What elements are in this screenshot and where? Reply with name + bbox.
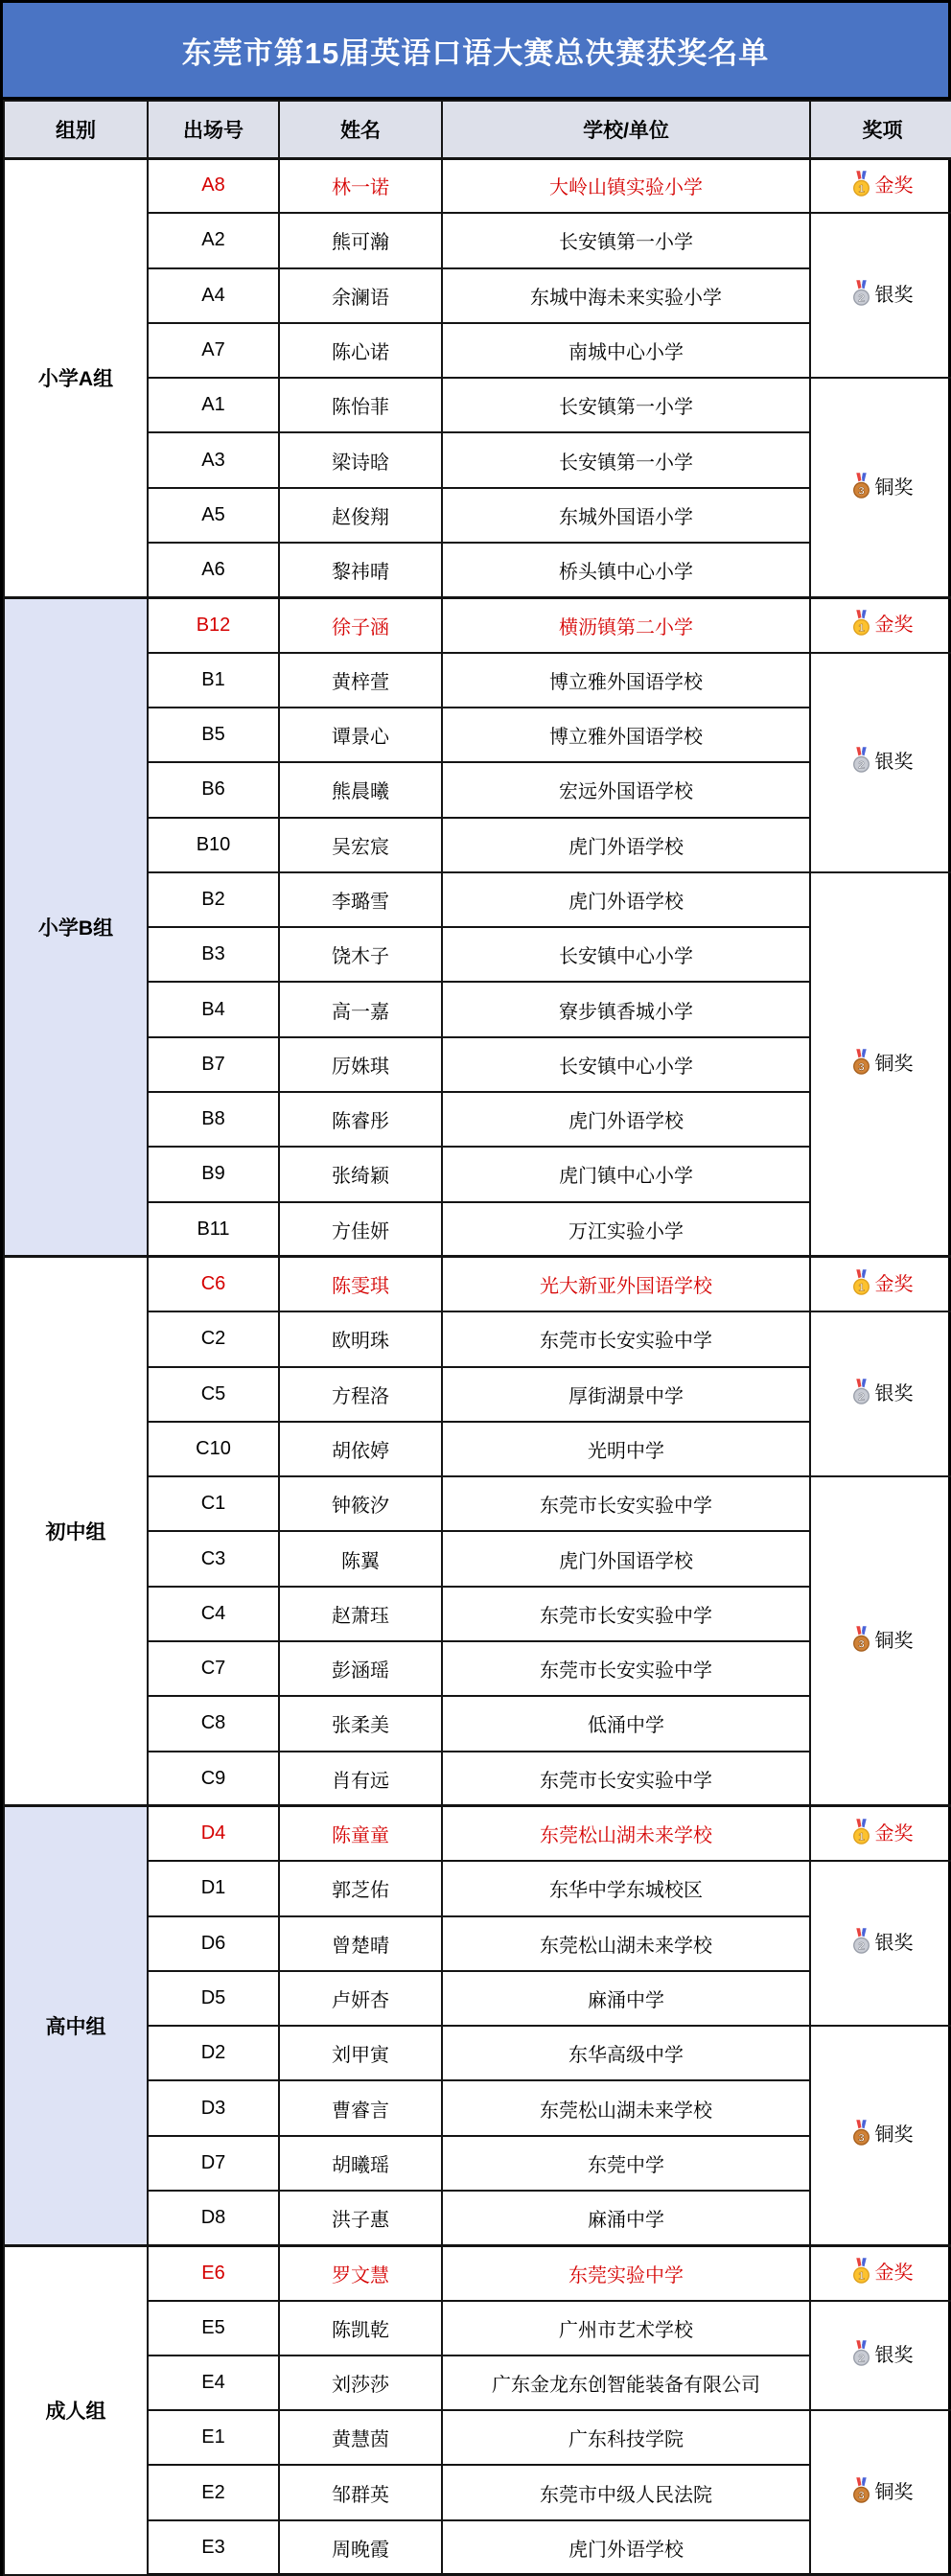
svg-text:3: 3 — [857, 1061, 865, 1074]
award-label: 铜奖 — [874, 2124, 914, 2147]
school-cell: 南城中心小学 — [442, 323, 810, 378]
award-label: 金奖 — [874, 2263, 914, 2285]
name-cell: 余澜语 — [279, 268, 442, 323]
name-cell: 林一诺 — [279, 158, 442, 213]
svg-text:3: 3 — [857, 1638, 865, 1651]
svg-text:1: 1 — [857, 183, 865, 196]
school-cell: 虎门外国语学校 — [442, 1531, 810, 1586]
name-cell: 梁诗晗 — [279, 432, 442, 487]
group-cell: 小学B组 — [4, 597, 148, 1257]
name-cell: 饶木子 — [279, 927, 442, 982]
silver-medal-icon — [852, 2340, 870, 2366]
name-cell: 洪子惠 — [279, 2191, 442, 2245]
school-cell: 长安镇中心小学 — [442, 1037, 810, 1092]
school-cell: 麻涌中学 — [442, 2191, 810, 2245]
award-label: 银奖 — [874, 1383, 914, 1405]
entry-number-cell: B9 — [148, 1147, 279, 1201]
award-table — [3, 100, 951, 2576]
name-cell: 胡曦瑶 — [279, 2136, 442, 2191]
entry-number-cell: D1 — [148, 1861, 279, 1915]
entry-number-cell: C6 — [148, 1257, 279, 1311]
svg-text:3: 3 — [857, 2490, 865, 2502]
award-cell — [810, 2410, 951, 2575]
name-cell: 高一嘉 — [279, 982, 442, 1036]
school-cell: 东莞实验中学 — [442, 2245, 810, 2300]
bronze-medal-icon — [852, 1626, 870, 1652]
group-cell: 小学A组 — [4, 158, 148, 597]
entry-number-cell: D2 — [148, 2026, 279, 2080]
school-cell: 长安镇第一小学 — [442, 432, 810, 487]
name-cell: 吴宏宸 — [279, 818, 442, 872]
entry-number-cell: B11 — [148, 1202, 279, 1257]
school-cell: 东莞市长安实验中学 — [442, 1476, 810, 1531]
school-cell: 东城外国语小学 — [442, 488, 810, 543]
award-label: 铜奖 — [874, 1054, 914, 1076]
silver-medal-icon — [852, 280, 870, 306]
silver-medal-icon — [852, 1928, 870, 1954]
award-cell — [810, 1806, 951, 1861]
name-cell: 陈凯乾 — [279, 2301, 442, 2356]
group-cell: 成人组 — [4, 2245, 148, 2575]
entry-number-cell: C5 — [148, 1367, 279, 1422]
name-cell: 厉姝琪 — [279, 1037, 442, 1092]
name-cell: 黎祎晴 — [279, 543, 442, 597]
school-cell: 宏远外国语学校 — [442, 762, 810, 817]
entry-number-cell: D6 — [148, 1916, 279, 1971]
award-cell — [810, 2245, 951, 2300]
award-label: 银奖 — [874, 752, 914, 774]
bronze-medal-icon — [852, 1049, 870, 1075]
school-cell: 东莞中学 — [442, 2136, 810, 2191]
school-cell: 万江实验小学 — [442, 1202, 810, 1257]
table-header-row — [4, 101, 951, 158]
svg-text:1: 1 — [857, 1282, 865, 1294]
name-cell: 黄梓萱 — [279, 653, 442, 708]
gold-medal-icon — [852, 1819, 870, 1845]
school-cell: 虎门外语学校 — [442, 818, 810, 872]
name-cell: 张绮颖 — [279, 1147, 442, 1201]
name-cell: 曹睿言 — [279, 2080, 442, 2135]
column-header-name: 姓名 — [279, 101, 442, 158]
school-cell: 虎门外语学校 — [442, 872, 810, 927]
entry-number-cell: A2 — [148, 213, 279, 267]
name-cell: 钟筱汐 — [279, 1476, 442, 1531]
award-label: 铜奖 — [874, 2482, 914, 2504]
school-cell: 麻涌中学 — [442, 1971, 810, 2026]
name-cell: 徐子涵 — [279, 597, 442, 652]
school-cell: 广东科技学院 — [442, 2410, 810, 2465]
entry-number-cell: B6 — [148, 762, 279, 817]
name-cell: 刘莎莎 — [279, 2356, 442, 2410]
school-cell: 长安镇中心小学 — [442, 927, 810, 982]
school-cell: 虎门外语学校 — [442, 2520, 810, 2575]
award-cell — [810, 1476, 951, 1806]
school-cell: 寮步镇香城小学 — [442, 982, 810, 1036]
entry-number-cell: B2 — [148, 872, 279, 927]
entry-number-cell: E6 — [148, 2245, 279, 2300]
entry-number-cell: B4 — [148, 982, 279, 1036]
name-cell: 陈睿彤 — [279, 1092, 442, 1147]
award-cell — [810, 1311, 951, 1476]
entry-number-cell: A5 — [148, 488, 279, 543]
gold-medal-icon — [852, 171, 870, 197]
entry-number-cell: E2 — [148, 2465, 279, 2519]
award-label: 金奖 — [874, 1273, 914, 1295]
entry-number-cell: E3 — [148, 2520, 279, 2575]
school-cell: 东莞市中级人民法院 — [442, 2465, 810, 2519]
entry-number-cell: A1 — [148, 378, 279, 432]
award-cell — [810, 1861, 951, 2026]
award-cell — [810, 1257, 951, 1311]
name-cell: 曾楚晴 — [279, 1916, 442, 1971]
entry-number-cell: E1 — [148, 2410, 279, 2465]
entry-number-cell: C2 — [148, 1311, 279, 1366]
school-cell: 东莞松山湖未来学校 — [442, 2080, 810, 2135]
svg-text:2: 2 — [857, 292, 865, 305]
award-label: 金奖 — [874, 1822, 914, 1845]
column-header-group: 组别 — [4, 101, 148, 158]
entry-number-cell: E4 — [148, 2356, 279, 2410]
award-cell — [810, 378, 951, 597]
entry-number-cell: B8 — [148, 1092, 279, 1147]
table-body — [4, 158, 951, 2575]
name-cell: 陈雯琪 — [279, 1257, 442, 1311]
gold-medal-icon — [852, 2258, 870, 2284]
school-cell: 长安镇第一小学 — [442, 213, 810, 267]
entry-number-cell: A4 — [148, 268, 279, 323]
name-cell: 陈翼 — [279, 1531, 442, 1586]
entry-number-cell: B7 — [148, 1037, 279, 1092]
entry-number-cell: D3 — [148, 2080, 279, 2135]
name-cell: 周晚霞 — [279, 2520, 442, 2575]
name-cell: 赵萧珏 — [279, 1587, 442, 1641]
name-cell: 熊可瀚 — [279, 213, 442, 267]
award-cell — [810, 2026, 951, 2245]
entry-number-cell: A8 — [148, 158, 279, 213]
entry-number-cell: D5 — [148, 1971, 279, 2026]
award-cell — [810, 2301, 951, 2411]
name-cell: 熊晨曦 — [279, 762, 442, 817]
silver-medal-icon — [852, 747, 870, 773]
table-row — [4, 1257, 951, 1311]
name-cell: 谭景心 — [279, 708, 442, 762]
table-row — [4, 2245, 951, 2300]
entry-number-cell: C9 — [148, 1752, 279, 1806]
entry-number-cell: E5 — [148, 2301, 279, 2356]
school-cell: 低涌中学 — [442, 1696, 810, 1751]
table-row — [4, 597, 951, 652]
name-cell: 陈童童 — [279, 1806, 442, 1861]
school-cell: 东莞市长安实验中学 — [442, 1587, 810, 1641]
entry-number-cell: A7 — [148, 323, 279, 378]
school-cell: 虎门镇中心小学 — [442, 1147, 810, 1201]
svg-text:3: 3 — [857, 2132, 865, 2145]
table-row — [4, 1806, 951, 1861]
group-cell: 高中组 — [4, 1806, 148, 2245]
entry-number-cell: A6 — [148, 543, 279, 597]
award-label: 金奖 — [874, 174, 914, 197]
name-cell: 肖有远 — [279, 1752, 442, 1806]
name-cell: 罗文慧 — [279, 2245, 442, 2300]
column-header-school: 学校/单位 — [442, 101, 810, 158]
svg-text:1: 1 — [857, 622, 865, 635]
award-label: 铜奖 — [874, 1630, 914, 1652]
school-cell: 长安镇第一小学 — [442, 378, 810, 432]
svg-text:2: 2 — [857, 1391, 865, 1404]
school-cell: 广东金龙东创智能装备有限公司 — [442, 2356, 810, 2410]
name-cell: 刘甲寅 — [279, 2026, 442, 2080]
award-label: 铜奖 — [874, 476, 914, 499]
school-cell: 东莞市长安实验中学 — [442, 1311, 810, 1366]
column-header-entry-number: 出场号 — [148, 101, 279, 158]
bronze-medal-icon — [852, 473, 870, 499]
school-cell: 东莞市长安实验中学 — [442, 1752, 810, 1806]
award-label: 银奖 — [874, 2344, 914, 2366]
school-cell: 虎门外语学校 — [442, 1092, 810, 1147]
name-cell: 胡依婷 — [279, 1422, 442, 1476]
bronze-medal-icon — [852, 2120, 870, 2146]
award-cell — [810, 872, 951, 1257]
entry-number-cell: D8 — [148, 2191, 279, 2245]
name-cell: 卢妍杏 — [279, 1971, 442, 2026]
gold-medal-icon — [852, 610, 870, 636]
entry-number-cell: B5 — [148, 708, 279, 762]
entry-number-cell: C3 — [148, 1531, 279, 1586]
gold-medal-icon — [852, 1269, 870, 1295]
award-label: 银奖 — [874, 285, 914, 307]
name-cell: 郭芝佑 — [279, 1861, 442, 1915]
name-cell: 黄慧茵 — [279, 2410, 442, 2465]
entry-number-cell: B12 — [148, 597, 279, 652]
entry-number-cell: B1 — [148, 653, 279, 708]
award-cell — [810, 653, 951, 872]
name-cell: 张柔美 — [279, 1696, 442, 1751]
school-cell: 东莞松山湖未来学校 — [442, 1916, 810, 1971]
entry-number-cell: C1 — [148, 1476, 279, 1531]
name-cell: 李璐雪 — [279, 872, 442, 927]
entry-number-cell: D4 — [148, 1806, 279, 1861]
award-cell — [810, 158, 951, 213]
name-cell: 陈心诺 — [279, 323, 442, 378]
school-cell: 东城中海未来实验小学 — [442, 268, 810, 323]
bronze-medal-icon — [852, 2477, 870, 2503]
school-cell: 光大新亚外国语学校 — [442, 1257, 810, 1311]
silver-medal-icon — [852, 1379, 870, 1404]
table-title: 东莞市第15届英语口语大赛总决赛获奖名单 — [3, 3, 948, 100]
svg-text:2: 2 — [857, 2353, 865, 2365]
school-cell: 广州市艺术学校 — [442, 2301, 810, 2356]
svg-text:1: 1 — [857, 1831, 865, 1844]
svg-text:2: 2 — [857, 759, 865, 772]
name-cell: 方佳妍 — [279, 1202, 442, 1257]
name-cell: 赵俊翔 — [279, 488, 442, 543]
entry-number-cell: A3 — [148, 432, 279, 487]
school-cell: 东莞市长安实验中学 — [442, 1641, 810, 1696]
name-cell: 欧明珠 — [279, 1311, 442, 1366]
name-cell: 方程洛 — [279, 1367, 442, 1422]
school-cell: 博立雅外国语学校 — [442, 653, 810, 708]
entry-number-cell: B10 — [148, 818, 279, 872]
award-label: 银奖 — [874, 1933, 914, 1955]
name-cell: 邹群英 — [279, 2465, 442, 2519]
school-cell: 东莞松山湖未来学校 — [442, 1806, 810, 1861]
svg-text:2: 2 — [857, 1940, 865, 1953]
award-cell — [810, 597, 951, 652]
school-cell: 大岭山镇实验小学 — [442, 158, 810, 213]
name-cell: 陈怡菲 — [279, 378, 442, 432]
school-cell: 东华高级中学 — [442, 2026, 810, 2080]
name-cell: 彭涵瑶 — [279, 1641, 442, 1696]
school-cell: 横沥镇第二小学 — [442, 597, 810, 652]
school-cell: 桥头镇中心小学 — [442, 543, 810, 597]
table-row — [4, 158, 951, 213]
school-cell: 厚街湖景中学 — [442, 1367, 810, 1422]
entry-number-cell: C7 — [148, 1641, 279, 1696]
school-cell: 光明中学 — [442, 1422, 810, 1476]
entry-number-cell: B3 — [148, 927, 279, 982]
entry-number-cell: C8 — [148, 1696, 279, 1751]
award-cell — [810, 213, 951, 378]
entry-number-cell: C10 — [148, 1422, 279, 1476]
school-cell: 东华中学东城校区 — [442, 1861, 810, 1915]
svg-text:1: 1 — [857, 2270, 865, 2283]
column-header-award: 奖项 — [810, 101, 951, 158]
svg-text:3: 3 — [857, 484, 865, 497]
entry-number-cell: C4 — [148, 1587, 279, 1641]
award-label: 金奖 — [874, 615, 914, 637]
group-cell: 初中组 — [4, 1257, 148, 1806]
school-cell: 博立雅外国语学校 — [442, 708, 810, 762]
entry-number-cell: D7 — [148, 2136, 279, 2191]
